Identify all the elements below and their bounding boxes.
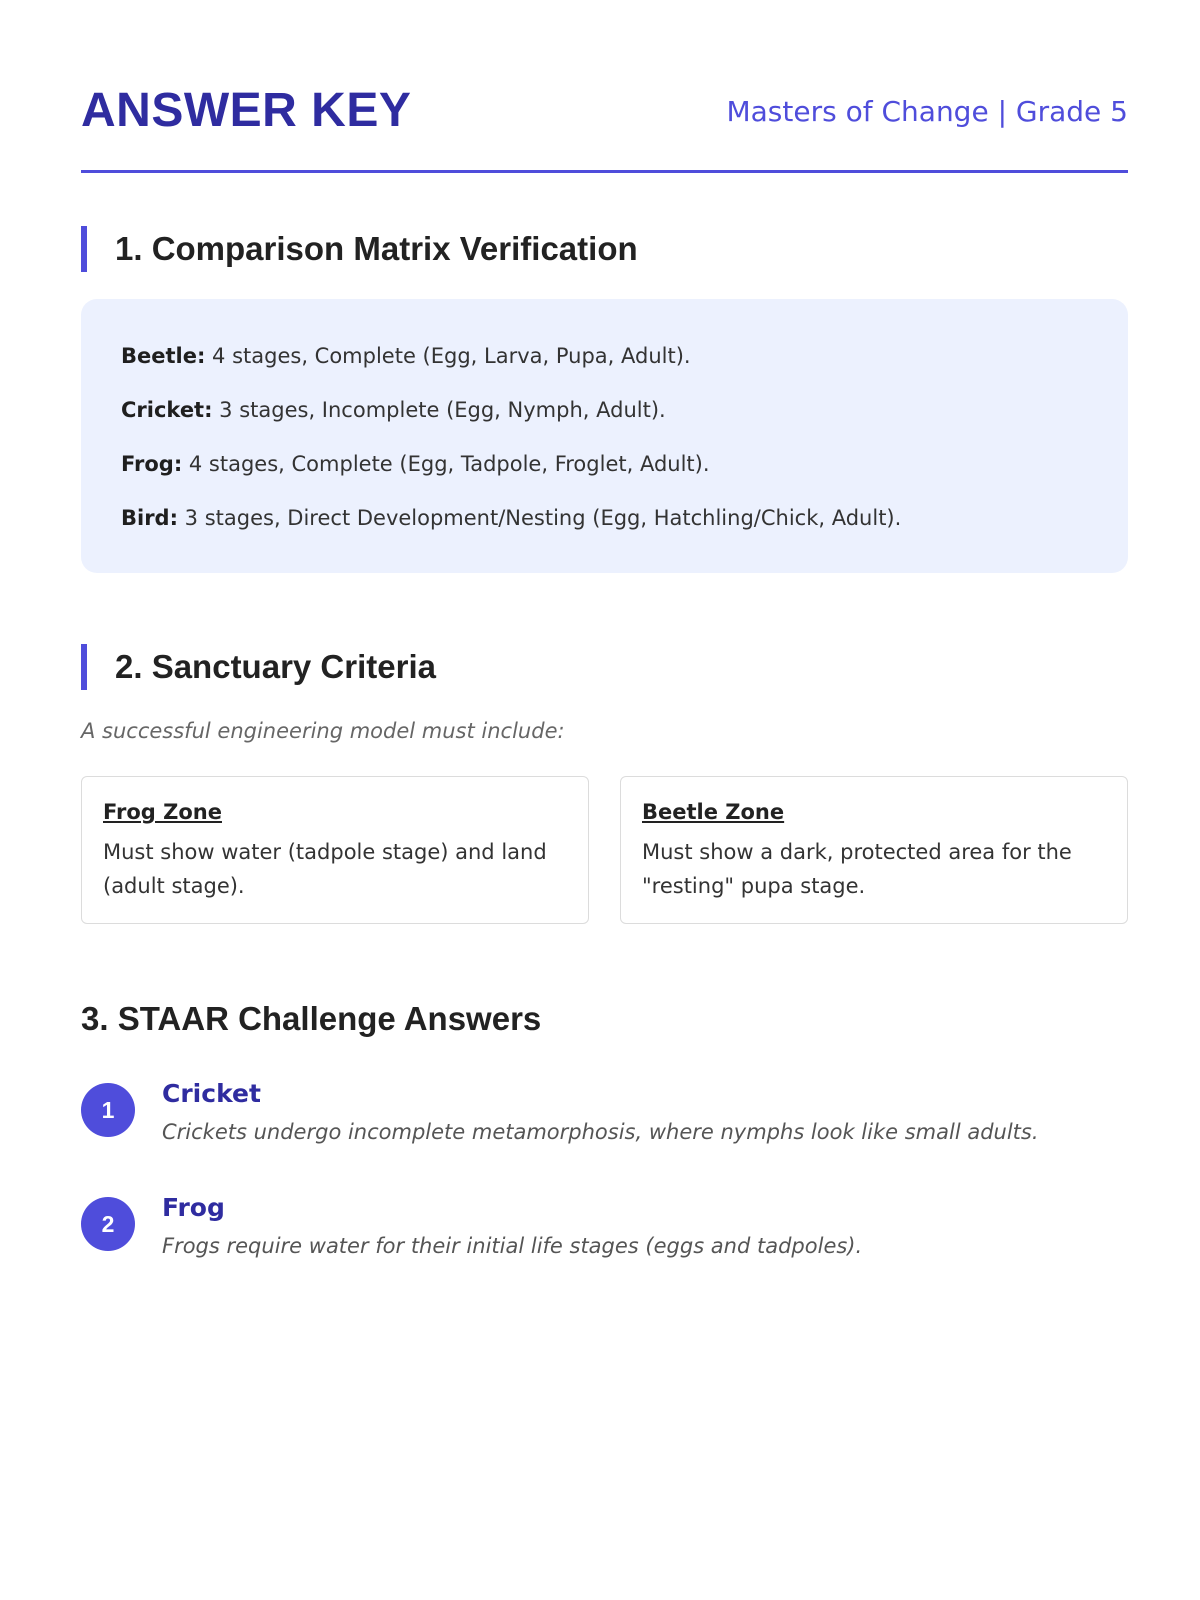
card-text: Must show water (tadpole stage) and land (adult stage). — [103, 840, 547, 898]
matrix-row-beetle — [121, 341, 691, 371]
matrix-row-label: Bird: — [121, 506, 178, 530]
frog-zone-card — [81, 776, 589, 924]
sanctuary-intro: A successful engineering model must include: — [81, 719, 565, 743]
matrix-row-label: Beetle: — [121, 344, 206, 368]
answer-item — [81, 1193, 1128, 1277]
section-heading-sanctuary-criteria: 2. Sanctuary Criteria — [81, 644, 436, 690]
card-title: Frog Zone — [103, 800, 222, 824]
section-heading-comparison-matrix: 1. Comparison Matrix Verification — [81, 226, 638, 272]
page-header — [81, 82, 1128, 173]
answer-item — [81, 1079, 1128, 1163]
section-heading-staar-answers: 3. STAAR Challenge Answers — [81, 1000, 542, 1037]
matrix-row-text: 3 stages, Direct Development/Nesting (Egg, Hatchling/Chick, Adult). — [178, 506, 902, 530]
comparison-matrix-box — [81, 299, 1128, 573]
answer-number-badge: 2 — [81, 1197, 135, 1251]
answer-title: Cricket — [162, 1079, 261, 1108]
answer-number-badge: 1 — [81, 1083, 135, 1137]
answer-explanation: Frogs require water for their initial life stages (eggs and tadpoles). — [162, 1234, 863, 1258]
answer-title: Frog — [162, 1193, 225, 1222]
matrix-row-text: 4 stages, Complete (Egg, Tadpole, Froglet, Adult). — [182, 452, 710, 476]
page-title: ANSWER KEY — [81, 84, 412, 137]
matrix-row-label: Frog: — [121, 452, 183, 476]
card-title: Beetle Zone — [642, 800, 785, 824]
answer-explanation: Crickets undergo incomplete metamorphosis, where nymphs look like small adults. — [162, 1120, 1039, 1144]
page-subtitle: Masters of Change | Grade 5 — [726, 95, 1128, 128]
matrix-row-cricket — [121, 395, 666, 425]
matrix-row-text: 4 stages, Complete (Egg, Larva, Pupa, Adult). — [205, 344, 691, 368]
card-text: Must show a dark, protected area for the "resting" pupa stage. — [642, 840, 1072, 898]
matrix-row-bird — [121, 503, 901, 533]
beetle-zone-card — [620, 776, 1128, 924]
matrix-row-frog — [121, 449, 710, 479]
matrix-row-label: Cricket: — [121, 398, 213, 422]
matrix-row-text: 3 stages, Incomplete (Egg, Nymph, Adult). — [212, 398, 666, 422]
